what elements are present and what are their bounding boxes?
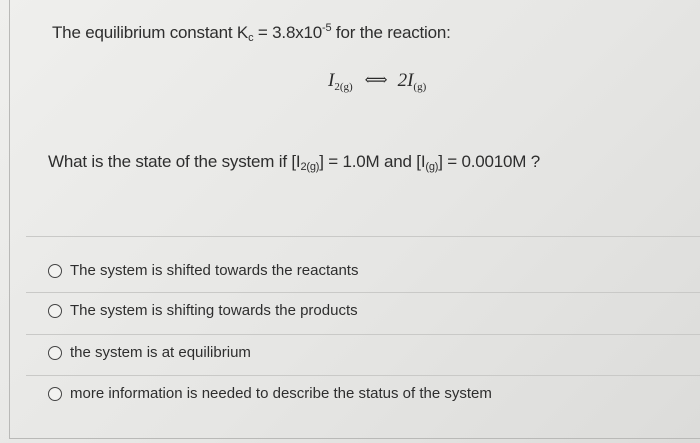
prompt-part-2: ] = 1.0M and [I — [319, 152, 426, 171]
k-value: = 3.8x10 — [253, 23, 323, 42]
option-label: the system is at equilibrium — [70, 344, 251, 361]
prompt-sub-1: 2(g) — [300, 161, 320, 173]
option-label: The system is shifted towards the reactants — [70, 262, 359, 279]
option-label: The system is shifting towards the products — [70, 302, 358, 319]
k-subscript: c — [248, 32, 254, 44]
question-text — [52, 22, 451, 44]
question-prompt — [48, 152, 540, 173]
answer-option-reactants[interactable] — [48, 262, 358, 279]
prompt-sub-2: (g) — [425, 161, 439, 173]
question-frame — [9, 0, 700, 439]
answer-option-products[interactable] — [48, 302, 358, 319]
divider — [26, 334, 700, 335]
divider — [26, 236, 700, 237]
radio-button[interactable] — [48, 387, 62, 401]
option-label: more information is needed to describe the status of the system — [70, 385, 492, 402]
radio-button[interactable] — [48, 264, 62, 278]
prompt-part-3: ] = 0.0010M ? — [438, 152, 541, 171]
radio-button[interactable] — [48, 304, 62, 318]
reactant: I — [328, 70, 335, 91]
answer-option-more-info[interactable] — [48, 385, 492, 402]
answer-option-equilibrium[interactable] — [48, 344, 251, 361]
radio-button[interactable] — [48, 346, 62, 360]
reaction-equation — [328, 70, 426, 93]
prompt-part-1: What is the state of the system if [I — [48, 152, 301, 171]
equilibrium-arrow-icon: ⟺ — [364, 72, 388, 89]
product: 2I — [397, 70, 414, 91]
k-exponent: -5 — [322, 22, 332, 34]
question-suffix: for the reaction: — [331, 23, 451, 42]
question-intro: The equilibrium constant K — [52, 23, 249, 42]
product-subscript: (g) — [413, 81, 427, 93]
reactant-subscript: 2(g) — [334, 81, 353, 93]
divider — [26, 375, 700, 376]
divider — [26, 292, 700, 293]
